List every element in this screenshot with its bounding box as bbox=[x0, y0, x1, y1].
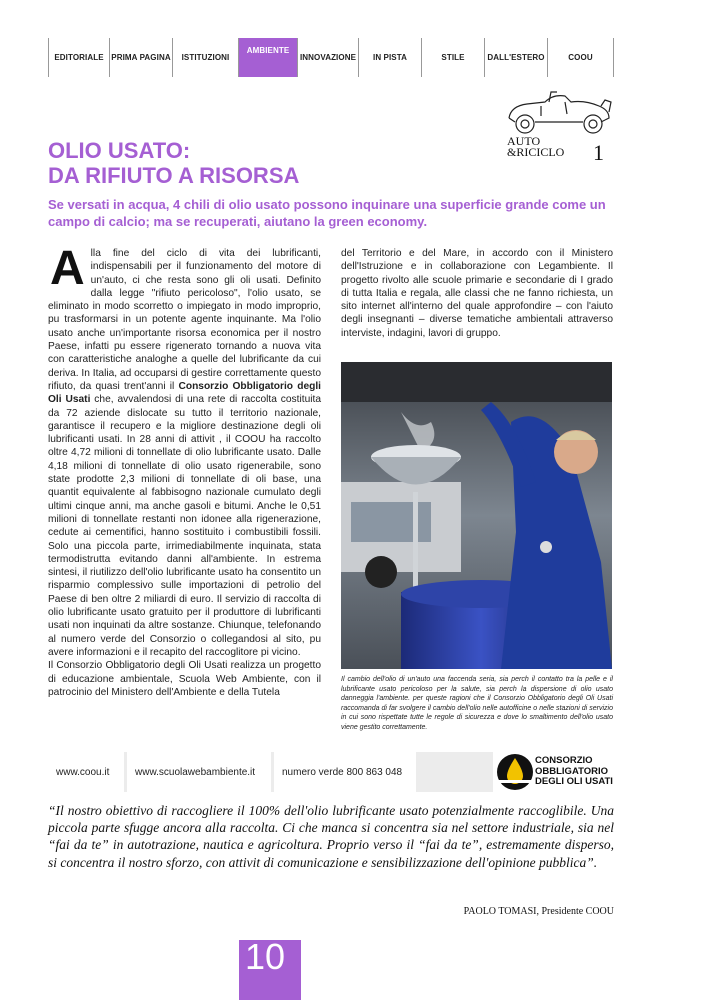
section-logo-title bbox=[507, 136, 564, 158]
nav-item-ambiente[interactable]: AMBIENTE bbox=[238, 38, 297, 77]
coou-logo bbox=[493, 752, 614, 792]
nav-item-innovazione[interactable]: INNOVAZIONE bbox=[297, 38, 358, 77]
brand-line1: CONSORZIO bbox=[535, 755, 593, 766]
nav-item-stile[interactable]: STILE bbox=[421, 38, 484, 77]
drop-cap: A bbox=[50, 242, 85, 295]
section-nav bbox=[48, 38, 614, 77]
vintage-car-icon bbox=[505, 88, 615, 138]
mechanic-draining-oil-photo bbox=[341, 362, 612, 669]
section-logo bbox=[505, 88, 615, 164]
consortium-name: Consorzio Obbligatorio degli Oli Usati bbox=[48, 380, 321, 406]
website-link[interactable]: www.coou.it bbox=[48, 752, 124, 792]
article-paragraph: Il Consorzio Obbligatorio degli Oli Usati realizza un progetto di educazione ambientale, Scuola Web Ambiente, con il patrocinio del Ministero dell'Ambiente e della Tutela bbox=[48, 660, 321, 698]
brand-line2: OBBLIGATORIO bbox=[535, 765, 609, 777]
nav-item-dall-estero[interactable]: DALL'ESTERO bbox=[484, 38, 547, 77]
article-paragraph bbox=[48, 242, 321, 659]
section-logo-line2: &RICICLO bbox=[507, 145, 565, 159]
quote-author: PAOLO TOMASI, Presidente COOU bbox=[463, 906, 614, 917]
section-logo-number: 1 bbox=[593, 140, 604, 165]
nav-item-in-pista[interactable]: IN PISTA bbox=[358, 38, 421, 77]
article-paragraph: del Territorio e del Mare, in accordo con il Ministero dell'Istruzione e in collaborazione con Legambiente. Il progetto rivolto alle scuole primarie e secondarie di I grado di tutta Italia e regala, alle classi che ne fanno richiesta, un sito internet all'interno del quale approfondire – con l'aiuto degli insegnanti – diverse tematiche ambientali attraverso interviste, indagini, lavori di gruppo. bbox=[341, 248, 613, 339]
page-number-box bbox=[239, 936, 301, 1000]
article-subhead: Se versati in acqua, 4 chili di olio usato possono inquinare una superficie grande come un campo di calcio; ma se recuperati, aiutano la green economy. bbox=[48, 197, 606, 229]
page-number: 10 bbox=[245, 936, 286, 977]
brand-line3: DEGLI OLI USATI bbox=[535, 776, 613, 787]
nav-item-coou[interactable]: COOU bbox=[547, 38, 614, 77]
article-column-2 bbox=[341, 247, 613, 340]
oil-drop-icon bbox=[495, 752, 535, 792]
toll-free-number: numero verde 800 863 048 bbox=[274, 752, 416, 792]
school-website-link[interactable]: www.scuolawebambiente.it bbox=[127, 752, 271, 792]
nav-item-istituzioni[interactable]: ISTITUZIONI bbox=[172, 38, 238, 77]
paragraph-text: che, avvalendosi di una rete di raccolta costituita da 72 aziende dislocate su tutto il territorio nazionale, garantisce il recupero e la migliore destinazione degli oli lubrificanti usati. In 28 anni di attivit , il COOU ha raccolto oltre 4,72 milioni di tonnellate di olio lubrificante usato. Dalle 4,18 milioni di tonnellate di olio usato rigenerabile, sono state prodotte 2,3 milioni di tonnellate di oli base, una quantit equivalente al fabbisogno nazionale cumulato degli ultimi cinque anni, ma anche gasoli e bitumi. Anche le 0,51 milioni di tonnellate restanti non idonee alla rigenerazione, cedute ai cementifici, hanno sostituito i combustibili fossili. Solo una piccola parte, irrimediabilmente inquinata, stata termodistrutta evitando danni all'ambiente. In estrema sintesi, il riutilizzo dell'olio lubrificante usato ha consentito un risparmio complessivo sulle importazioni di petrolio del Paese di ben oltre 2 miliardi di euro. Il servizio di raccolta di olio lubrificante usato gratuito per il produttore di lubrificanti usati non inquinati da altre sostanze. Chiunque, telefonando al numero verde del Consorzio o collegandosi al sito, pu avere informazioni e il recapito del raccoglitore pi vicino. bbox=[48, 394, 321, 658]
photo-caption: Il cambio dell'olio di un'auto una faccenda seria, sia perch il contatto tra la pelle e il lubrificante usato pericoloso per la salute, sia perch la dispersione di olio usato danneggia l'ambiente. per queste ragioni che il Consorzio Obbligatorio degli Oli Usati raccomanda di far svolgere il cambio dell'olio nelle autofficine o nelle stazioni di servizio in cui sono rispettate tutte le regole di sicurezza e dove lo smaltimento dell'olio usato viene gestito correttamente. bbox=[341, 676, 613, 731]
section-logo-line1: AUTO bbox=[507, 134, 541, 148]
nav-item-editoriale[interactable]: EDITORIALE bbox=[48, 38, 109, 77]
article-headline bbox=[48, 138, 428, 188]
headline-line2: DA RIFIUTO A RISORSA bbox=[48, 163, 300, 188]
coou-brand-text bbox=[535, 756, 613, 788]
paragraph-text: lla fine del ciclo di vita dei lubrificanti, indispensabili per il funzionamento del motore di un'auto, ci che resta sono gli oli usati. Definito dalla legge "rifiuto pericoloso", l'olio usato, se eliminato in modo scorretto o impiegato in modo improprio, pu trasformarsi in un potente agente inquinante. Ma l'olio usato anche un'importante risorsa economica per il nostro Paese, infatti pu essere rigenerato tornando a nuova vita con caratteristiche analoghe a quelle del lubrificante da cui deriva. In Italia, ad occuparsi di gestire correttamente questo rifiuto, da quasi trent'anni il bbox=[48, 248, 321, 392]
headline-line1: OLIO USATO: bbox=[48, 138, 191, 163]
pull-quote: “Il nostro obiettivo di raccogliere il 100% dell'olio lubrificante usato potenzialmente raccoglibile. Una piccola parte sfugge ancora alla raccolta. Ci che manca si concentra sia nel settore industriale, sia nel “fai da te” in autotrazione, nautica e agricoltura. Proprio verso il “fai da te”, estremamente disperso, si concentra il nostro sforzo, con attivit di comunicazione e sensibilizzazione dell'opinione pubblica”. bbox=[48, 803, 614, 870]
article-column-1 bbox=[48, 242, 321, 699]
nav-item-prima-pagina[interactable]: PRIMA PAGINA bbox=[109, 38, 172, 77]
